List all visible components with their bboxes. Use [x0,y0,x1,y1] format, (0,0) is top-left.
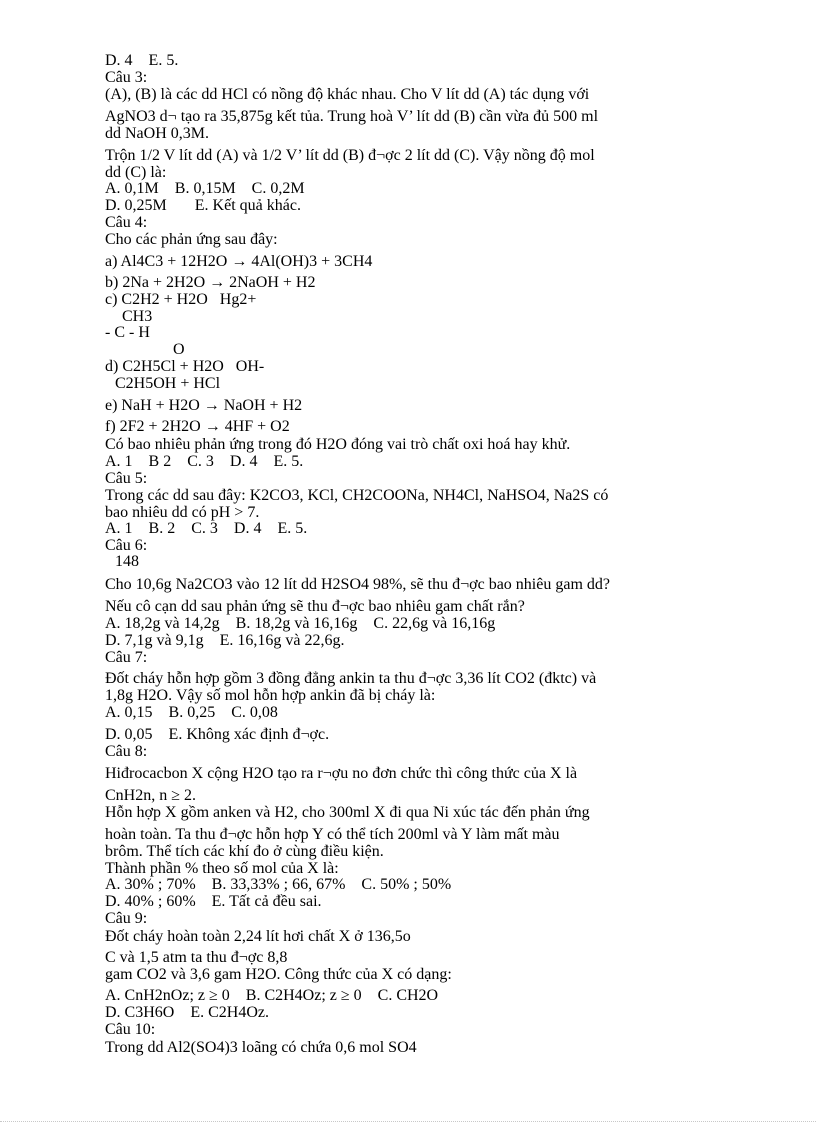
reaction-line: CH3 [122,308,153,325]
text-line: 1,8g H2O. Vậy số mol hỗn hợp ankin đã bị cháy là: [105,687,436,704]
text-line: C và 1,5 atm ta thu đ¬ợc 8,8 [105,949,288,966]
answer-options: D. 0,05 E. Không xác định đ¬ợc. [105,726,330,743]
text-line: dd (C) là: [105,164,167,181]
reaction-line: b) 2Na + 2H2O → 2NaOH + H2 [105,274,316,291]
question-heading: Câu 3: [105,69,148,86]
text-line: Trộn 1/2 V lít dd (A) và 1/2 V’ lít dd (B) đ¬ợc 2 lít dd (C). Vậy nồng độ mol [105,147,595,164]
text-line: bao nhiêu dd có pH > 7. [105,504,260,521]
text-line: Trong dd Al2(SO4)3 loãng có chứa 0,6 mol SO4 [105,1039,417,1056]
reaction-line: - C - H [105,324,150,341]
text-line: AgNO3 d¬ tạo ra 35,875g kết tủa. Trung hoà V’ lít dd (B) cần vừa đủ 500 ml [105,108,599,125]
text-line: Hiđrocacbon X cộng H2O tạo ra r¬ợu no đơn chức thì công thức của X là [105,765,578,782]
answer-options: A. 0,15 B. 0,25 C. 0,08 [105,704,278,721]
answer-options: A. 1 B 2 C. 3 D. 4 E. 5. [105,453,304,470]
answer-options: D. C3H6O E. C2H4Oz. [105,1004,269,1021]
text-line: Hỗn hợp X gồm anken và H2, cho 300ml X đi qua Ni xúc tác đến phản ứng [105,804,590,821]
reaction-line: f) 2F2 + 2H2O → 4HF + O2 [105,418,290,435]
question-heading: Câu 4: [105,214,148,231]
text-line: Đốt cháy hỗn hợp gồm 3 đồng đẳng ankin ta thu đ¬ợc 3,36 lít CO2 (đktc) và [105,670,597,687]
text-line: Cho 10,6g Na2CO3 vào 12 lít dd H2SO4 98%, sẽ thu đ¬ợc bao nhiêu gam dd? [105,576,610,593]
question-heading: Câu 10: [105,1021,156,1038]
question-heading: Câu 5: [105,470,148,487]
answer-options: D. 40% ; 60% E. Tất cả đều sai. [105,893,322,910]
text-line: Nếu cô cạn dd sau phản ứng sẽ thu đ¬ợc bao nhiêu gam chất rắn? [105,598,525,615]
text-line: (A), (B) là các dd HCl có nồng độ khác nhau. Cho V lít dd (A) tác dụng với [105,86,590,103]
reaction-line: C2H5OH + HCl [115,375,221,392]
text-line: Cho các phản ứng sau đây: [105,231,278,248]
text-line: gam CO2 và 3,6 gam H2O. Công thức của X có dạng: [105,966,452,983]
text-line: brôm. Thể tích các khí đo ở cùng điều kiện. [105,843,384,860]
answer-options: A. 18,2g và 14,2g B. 18,2g và 16,16g C. 22,6g và 16,16g [105,615,496,632]
footer-divider [0,1121,816,1122]
text-line: Đốt cháy hoàn toàn 2,24 lít hơi chất X ở 136,5o [105,928,411,945]
text-line: Thành phần % theo số mol của X là: [105,860,339,877]
text-line: hoàn toàn. Ta thu đ¬ợc hỗn hợp Y có thể tích 200ml và Y làm mất màu [105,826,560,843]
answer-options: A. CnH2nOz; z ≥ 0 B. C2H4Oz; z ≥ 0 C. CH2O [105,987,439,1004]
answer-options: D. 0,25M E. Kết quả khác. [105,197,301,214]
page-number: 148 [115,553,139,570]
answer-options: A. 0,1M B. 0,15M C. 0,2M [105,180,305,197]
text-line: Có bao nhiêu phản ứng trong đó H2O đóng vai trò chất oxi hoá hay khử. [105,436,571,453]
text-line: dd NaOH 0,3M. [105,125,209,142]
text-line: CnH2n, n ≥ 2. [105,787,197,804]
question-heading: Câu 6: [105,537,148,554]
question-heading: Câu 7: [105,649,148,666]
reaction-line: d) C2H5Cl + H2O OH- [105,358,265,375]
answer-options: A. 30% ; 70% B. 33,33% ; 66, 67% C. 50% ; 50% [105,876,452,893]
reaction-line: O [173,341,185,358]
reaction-line: c) C2H2 + H2O Hg2+ [105,291,257,308]
question-heading: Câu 9: [105,910,148,927]
answer-options: A. 1 B. 2 C. 3 D. 4 E. 5. [105,520,308,537]
reaction-line: e) NaH + H2O → NaOH + H2 [105,397,303,414]
answer-options: D. 7,1g và 9,1g E. 16,16g và 22,6g. [105,632,345,649]
text-line: D. 4 E. 5. [105,52,179,69]
question-heading: Câu 8: [105,743,148,760]
text-line: Trong các dd sau đây: K2CO3, KCl, CH2COONa, NH4Cl, NaHSO4, Na2S có [105,487,609,504]
reaction-line: a) Al4C3 + 12H2O → 4Al(OH)3 + 3CH4 [105,253,373,270]
